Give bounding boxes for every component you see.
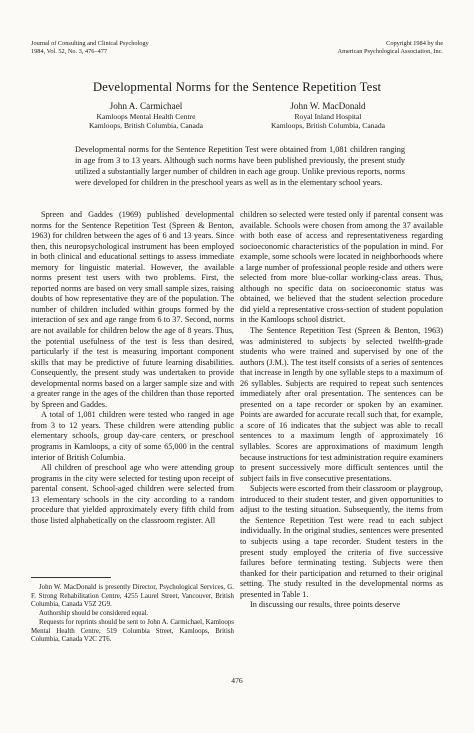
abstract: Developmental norms for the Sentence Repetition Test were obtained from 1,081 children ranging in age from 3 to 13 years. Although such norms have been published previously, the present study utilized a substantially larger number of children in each age group. Unlike previous reports, norms were developed for children in the preschool years as well as in the elementary school years. [75, 145, 405, 187]
right-column [240, 210, 443, 611]
body-paragraph: All children of preschool age who were attending group programs in the city were selected for testing upon receipt of parental consent. School-aged children were selected from 13 elementary schools in the city according to a random procedure that yielded approximately every fifth child from those listed alphabetically on the classroom register. All [31, 463, 234, 525]
footnote-divider [31, 577, 111, 578]
author-block-2 [248, 101, 408, 130]
author-affiliation: Royal Inland Hospital [294, 111, 362, 121]
footnote: Requests for reprints should be sent to John A. Carmichael, Kamloops Mental Health Centre, 519 Columbia Street, Kamloops, British Columbia, Canada V2C 2T6. [31, 618, 234, 644]
journal-name: Journal of Consulting and Clinical Psychology [31, 40, 149, 47]
copyright-line: Copyright 1984 by the [386, 40, 443, 47]
footnotes [31, 584, 234, 645]
author-name: John W. MacDonald [290, 101, 366, 111]
body-paragraph: A total of 1,081 children were tested who ranged in age from 3 to 12 years. These children were attending public elementary schools, group day-care centers, or preschool programs in Kamloops, a city of some 65,000 in the central interior of British Columbia. [31, 410, 234, 462]
publisher-line: American Psychological Association, Inc. [337, 48, 443, 55]
journal-citation [31, 40, 149, 56]
body-paragraph: Subjects were escorted from their classroom or playgroup, introduced to their student tester, and given opportunities to adjust to the testing situation. Subsequently, the items from the Sentence Repetition Test were read to each subject individually. In the original studies, sentences were presented to subjects using a tape recorder. Student testers in the present study employed the criteria of five successive failures before terminating testing. Subjects were then thanked for their participation and returned to their original setting. The study resulted in the developmental norms as presented in Table 1. [240, 484, 443, 599]
body-paragraph: The Sentence Repetition Test (Spreen & Benton, 1963) was administered to subjects by selected twelfth-grade students who were trained and supervised by one of the authors (J.M.). The test itself consists of a series of sentences that increase in length by one syllable steps to a maximum of 26 syllables. Subjects are required to repeat such sentences immediately after oral presentation. The sentences can be presented on a tape recorder or spoken by an examiner. Points are awarded for accurate recall such that, for example, a score of 16 indicates that the subject was able to recall sentences to a maximum length of approximately 16 syllables. Scores are approximations of maximum length because instructions for test administration require examiners to present successively more difficult sentences until the subject fails in five consecutive presentations. [240, 326, 443, 483]
body-paragraph: children so selected were tested only if parental consent was available. Schools were chosen from among the 37 available with both ease of access and representativeness regarding socioeconomic characteristics of the population in mind. For example, some schools were located in neighborhoods where a large number of professional people reside and others were selected from more blue-collar working-class areas. Thus, although no specific data on socioeconomic status was obtained, we believed that the student selection procedure did yield a representative cross-section of student population in the Kamloops school district. [240, 210, 443, 325]
page-number: 476 [231, 676, 243, 685]
footnote: Authorship should be considered equal. [39, 610, 149, 618]
author-affiliation: Kamloops Mental Health Centre [96, 111, 196, 121]
journal-volume: 1984, Vol. 52, No. 3, 476–477 [31, 48, 108, 55]
body-paragraph: Spreen and Gaddes (1969) published developmental norms for the Sentence Repetition Test (Spreen & Benton, 1963) for children between the ages of 6 and 13 years. Since then, this neuropsychological instrument has been employed in both clinical and educational settings to assess immediate memory for linguistic material. However, the available norms present test users with two problems. First, the reported norms are based on very small sample sizes, raising doubts of how representative they are of the population. The number of children included within groups formed by the interaction of sex and age range from 6 to 37. Second, norms are not available for children below the age of 8 years. Thus, the potential usefulness of the test is less than desired, particularly if the test is measuring important component skills that may be predictive of future learning disabilities. Consequently, the present study was undertaken to provide developmental norms based on a larger sample size and with a greater range in the ages of the children than those reported by Spreen and Gaddes. [31, 210, 234, 409]
author-name: John A. Carmichael [109, 101, 183, 111]
copyright-notice [338, 40, 443, 56]
article-title: Developmental Norms for the Sentence Repetition Test [92, 80, 382, 94]
footnote: John W. MacDonald is presently Director, Psychological Services, G. F. Strong Rehabilitation Centre, 4255 Laurel Street, Vancouver, British Columbia, Canada V5Z 2G9. [31, 584, 234, 609]
author-location: Kamloops, British Columbia, Canada [88, 120, 204, 130]
author-location: Kamloops, British Columbia, Canada [270, 120, 386, 130]
author-block-1 [66, 101, 226, 130]
body-paragraph: In discussing our results, three points deserve [250, 600, 401, 610]
left-column [31, 210, 234, 526]
